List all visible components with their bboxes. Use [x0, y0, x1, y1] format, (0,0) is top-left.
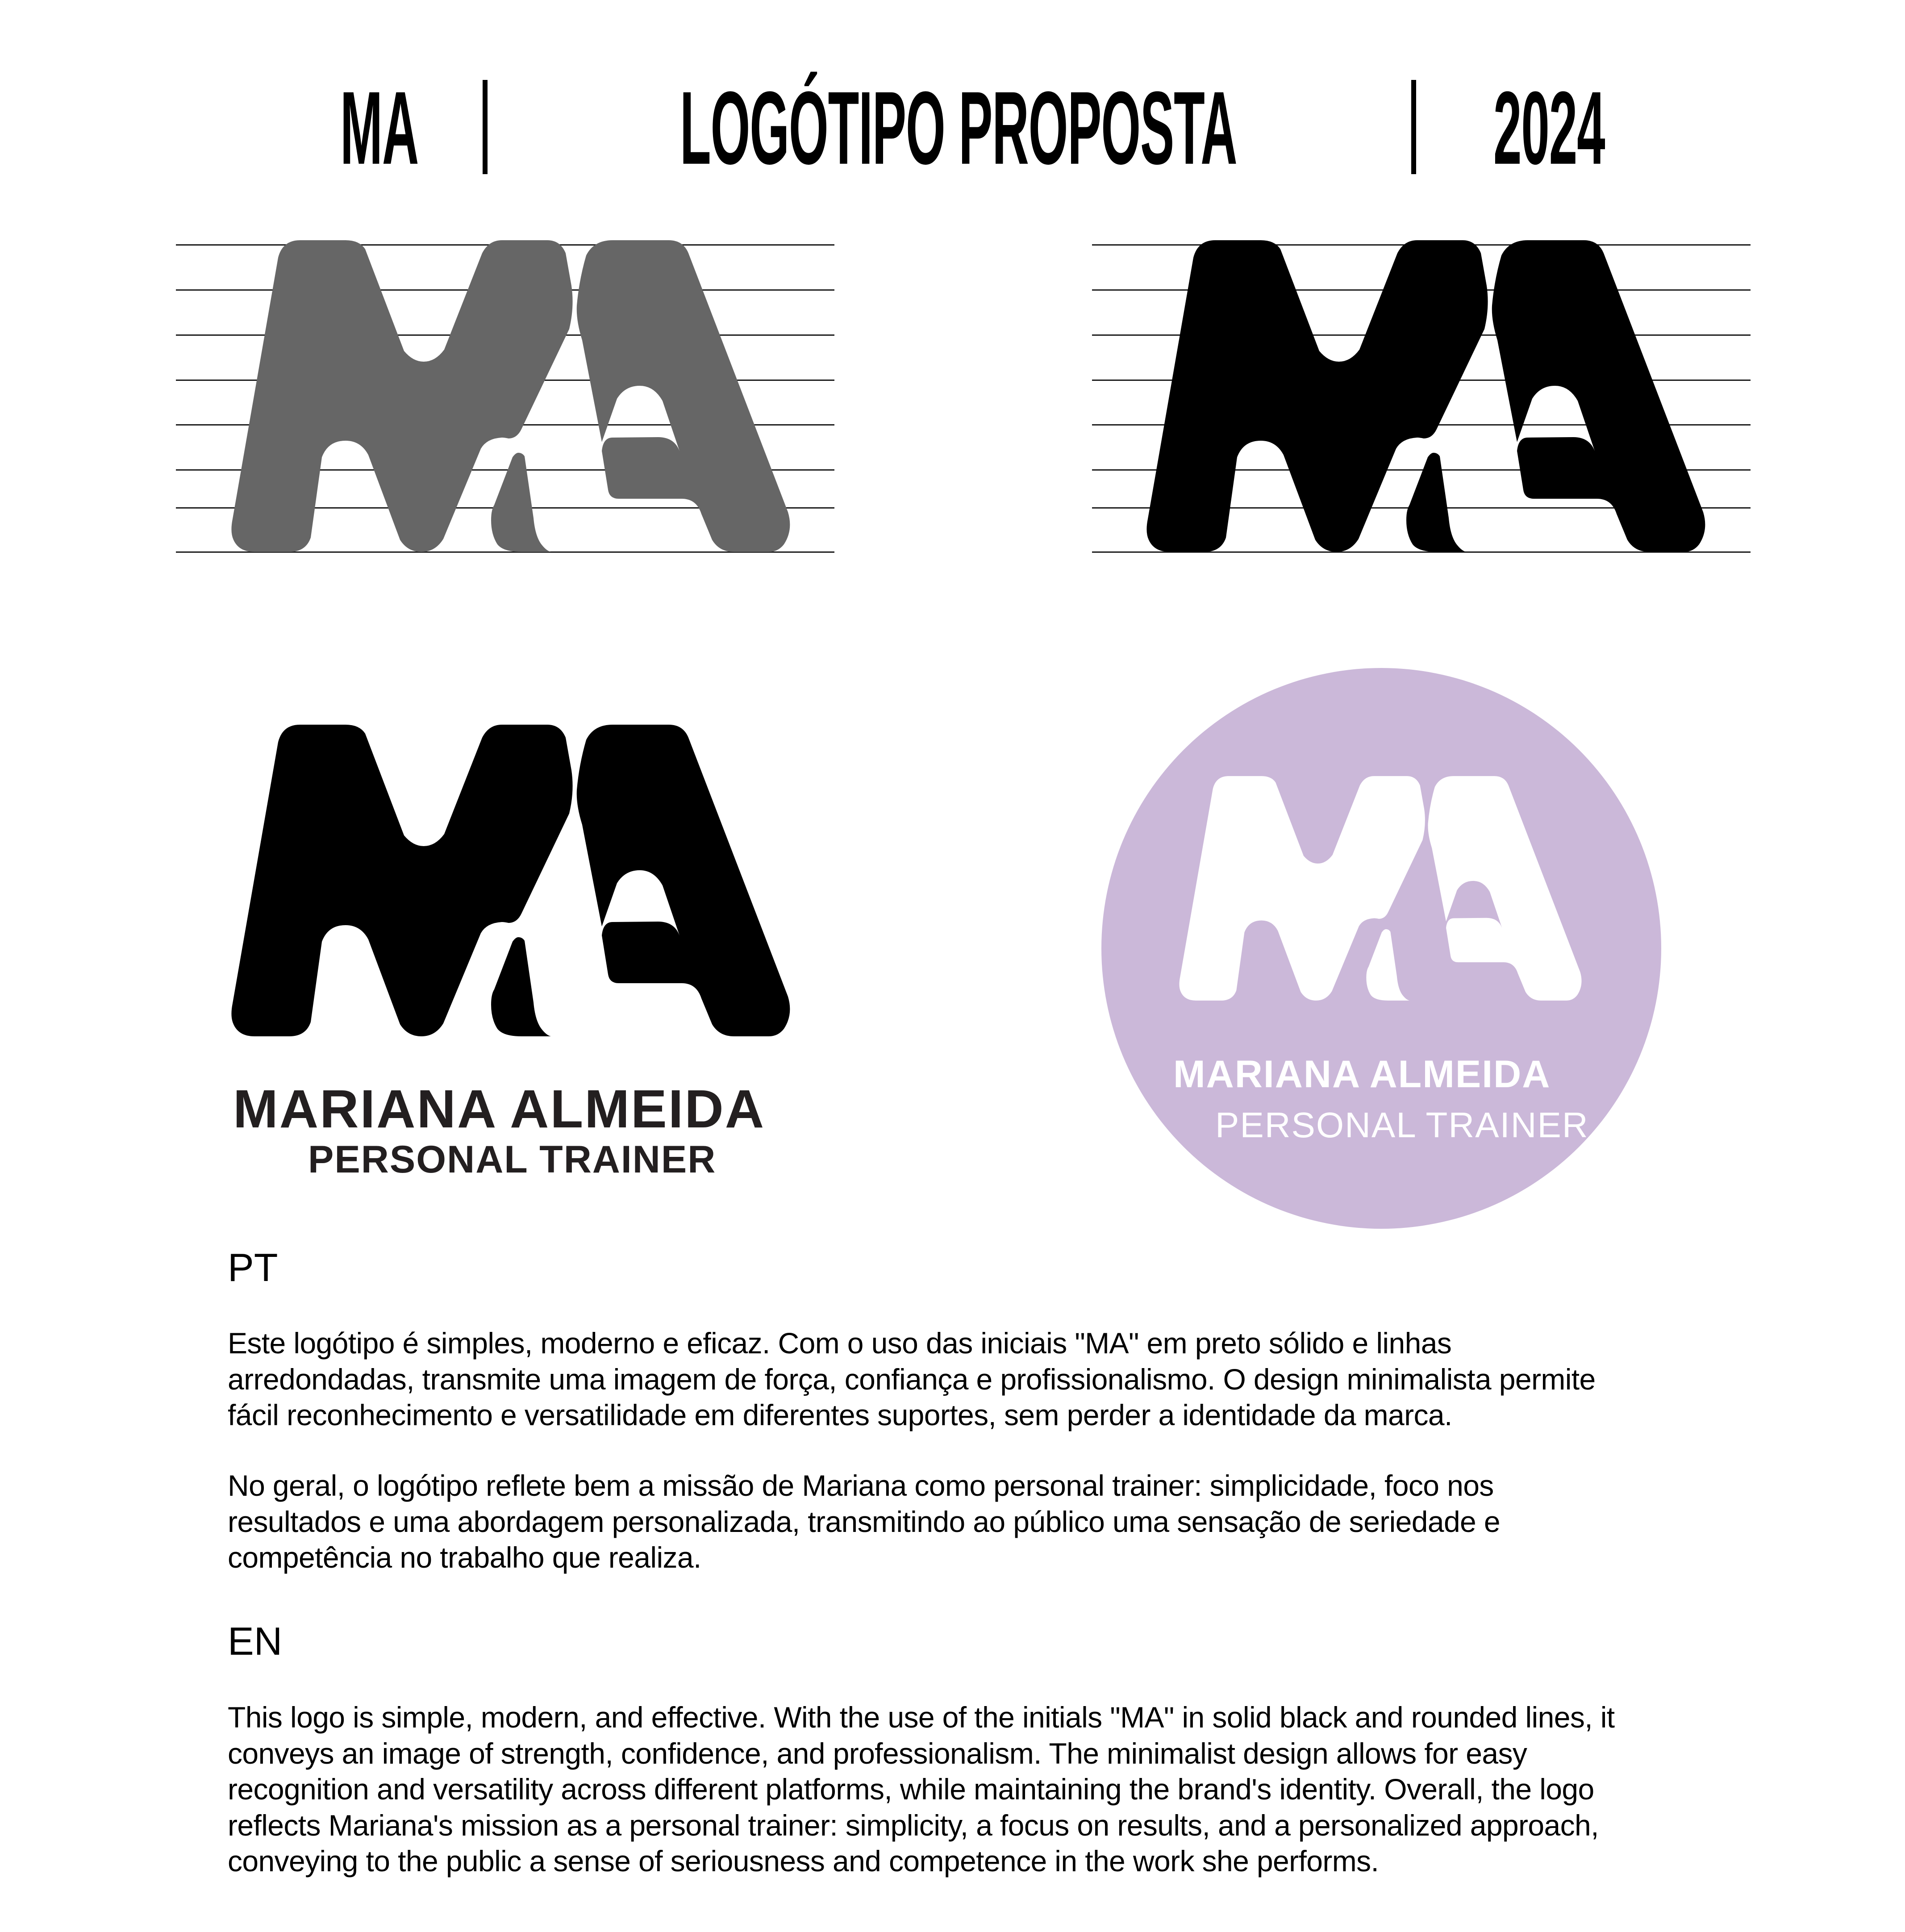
section-label-pt: PT [228, 1245, 278, 1289]
text-line: Este logótipo é simples, moderno e eficaz. Com o uso das iniciais "MA" em preto sólido e linhas [228, 1327, 1452, 1360]
ma-monogram-white [1178, 775, 1584, 1001]
text-line: conveys an image of strength, confidence, and professionalism. The minimalist design allows for easy [228, 1736, 1527, 1770]
header-separator-left [483, 80, 488, 174]
pt-paragraph-1 [228, 1325, 1596, 1433]
pt-paragraph-2 [228, 1468, 1500, 1576]
header-separator-right [1411, 80, 1416, 174]
badge-name: MARIANA ALMEIDA [1173, 1053, 1551, 1096]
ma-monogram-wordmark [230, 724, 793, 1037]
text-line: reflects Mariana's mission as a personal trainer: simplicity, a focus on results, and a personalized approach, [228, 1808, 1599, 1842]
text-line: recognition and versatility across different platforms, while maintaining the brand's identity. Overall, the logo [228, 1773, 1594, 1806]
ma-monogram-black [1145, 240, 1709, 552]
text-line: arredondadas, transmite uma imagem de força, confiança e profissionalismo. O design minimalista permite [228, 1362, 1596, 1396]
page-title: LOGÓTIPO PROPOSTA [680, 70, 1237, 186]
header-year: 2024 [1493, 70, 1605, 186]
ma-monogram-gray [230, 240, 793, 552]
text-line: No geral, o logótipo reflete bem a missão de Mariana como personal trainer: simplicidade, foco nos [228, 1469, 1494, 1502]
text-line: This logo is simple, modern, and effective. With the use of the initials "MA" in solid black and rounded lines, it [228, 1701, 1615, 1734]
text-line: resultados e uma abordagem personalizada, transmitindo ao público uma sensação de seriedade e [228, 1505, 1501, 1538]
wordmark-role: PERSONAL TRAINER [308, 1138, 717, 1181]
en-paragraph [228, 1699, 1615, 1879]
section-label-en: EN [228, 1619, 283, 1663]
text-line: fácil reconhecimento e versatilidade em diferentes suportes, sem perder a identidade da marca. [228, 1398, 1452, 1431]
wordmark-name: MARIANA ALMEIDA [233, 1078, 766, 1139]
badge-role: PERSONAL TRAINER [1215, 1105, 1589, 1145]
text-line: conveying to the public a sense of seriousness and competence in the work she performs. [228, 1844, 1379, 1878]
text-line: competência no trabalho que realiza. [228, 1541, 701, 1574]
header-initials: MA [340, 70, 419, 186]
